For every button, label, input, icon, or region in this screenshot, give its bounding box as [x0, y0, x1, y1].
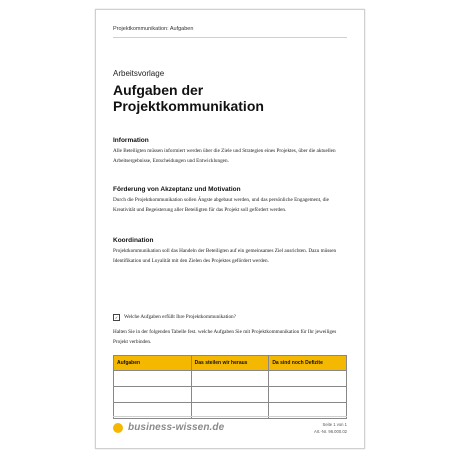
section-heading: Koordination: [113, 237, 154, 244]
table-cell: [269, 371, 347, 387]
page-number: Seite 1 von 1: [322, 422, 347, 427]
section-text: Projektkommunikation soll das Handeln der Beteiligten auf ein gemeinsames Ziel ausrichten. Dazu müssen Identifikation und Loyalität mit den Zielen des Projektes gefördert werden.: [113, 248, 337, 264]
table-row: [114, 371, 347, 387]
document-subtitle: Arbeitsvorlage: [113, 69, 165, 78]
table-header-cell: Da sind noch Defizite: [269, 356, 347, 371]
table-header-cell: Das steilen wir heraus: [191, 356, 269, 371]
table-cell: [114, 387, 192, 403]
logo-text: business-wissen.de: [128, 422, 225, 433]
header-divider: [113, 37, 347, 38]
table-header-row: [114, 356, 347, 371]
table-header-cell: Aufgaben: [114, 356, 192, 371]
section-heading: Förderung von Akzeptanz und Motivation: [113, 186, 241, 193]
section-text: Durch die Projektkommunikation sollen Ängste abgebaut werden, und das persönliche Engagement, die Kreativität und Begeisterung aller Beteiligten für das Projekt soll gefördert werden.: [113, 197, 329, 213]
checklist-question-text: Welche Aufgaben erfüllt Ihre Projektkommunikation?: [124, 314, 236, 320]
table-row: [114, 387, 347, 403]
section-information: [113, 136, 345, 166]
footer-divider: [113, 416, 347, 417]
table-cell: [191, 371, 269, 387]
table-cell: [114, 371, 192, 387]
brand-logo: [113, 422, 224, 433]
logo-dot-icon: [113, 423, 123, 433]
article-number: Art.-Nr. 96.000.02: [313, 429, 347, 434]
section-acceptance-motivation: [113, 185, 345, 215]
page-info: [314, 421, 347, 435]
table-cell: [269, 387, 347, 403]
table-intro-text: Halten Sie in der folgenden Tabelle fest. welche Aufgaben Sie mit Projektkommunikation für Ihr jeweiliges Projekt verbinden.: [113, 329, 337, 345]
checklist-question: [113, 313, 345, 321]
section-text: Alle Beteiligten müssen informiert werden über die Ziele und Strategien eines Projektes, über die aktuellen Arbeitsergebnisse, Entscheidungen und Entwicklungen.: [113, 148, 336, 164]
document-page: [95, 9, 365, 449]
section-coordination: [113, 236, 345, 266]
table-cell: [191, 387, 269, 403]
document-title: Aufgaben der Projektkommunikation: [113, 82, 264, 114]
running-header: Projektkommunikation: Aufgaben: [113, 26, 194, 32]
checkbox-icon: ✓: [114, 315, 119, 320]
section-heading: Information: [113, 137, 149, 144]
tasks-table: [113, 355, 347, 419]
